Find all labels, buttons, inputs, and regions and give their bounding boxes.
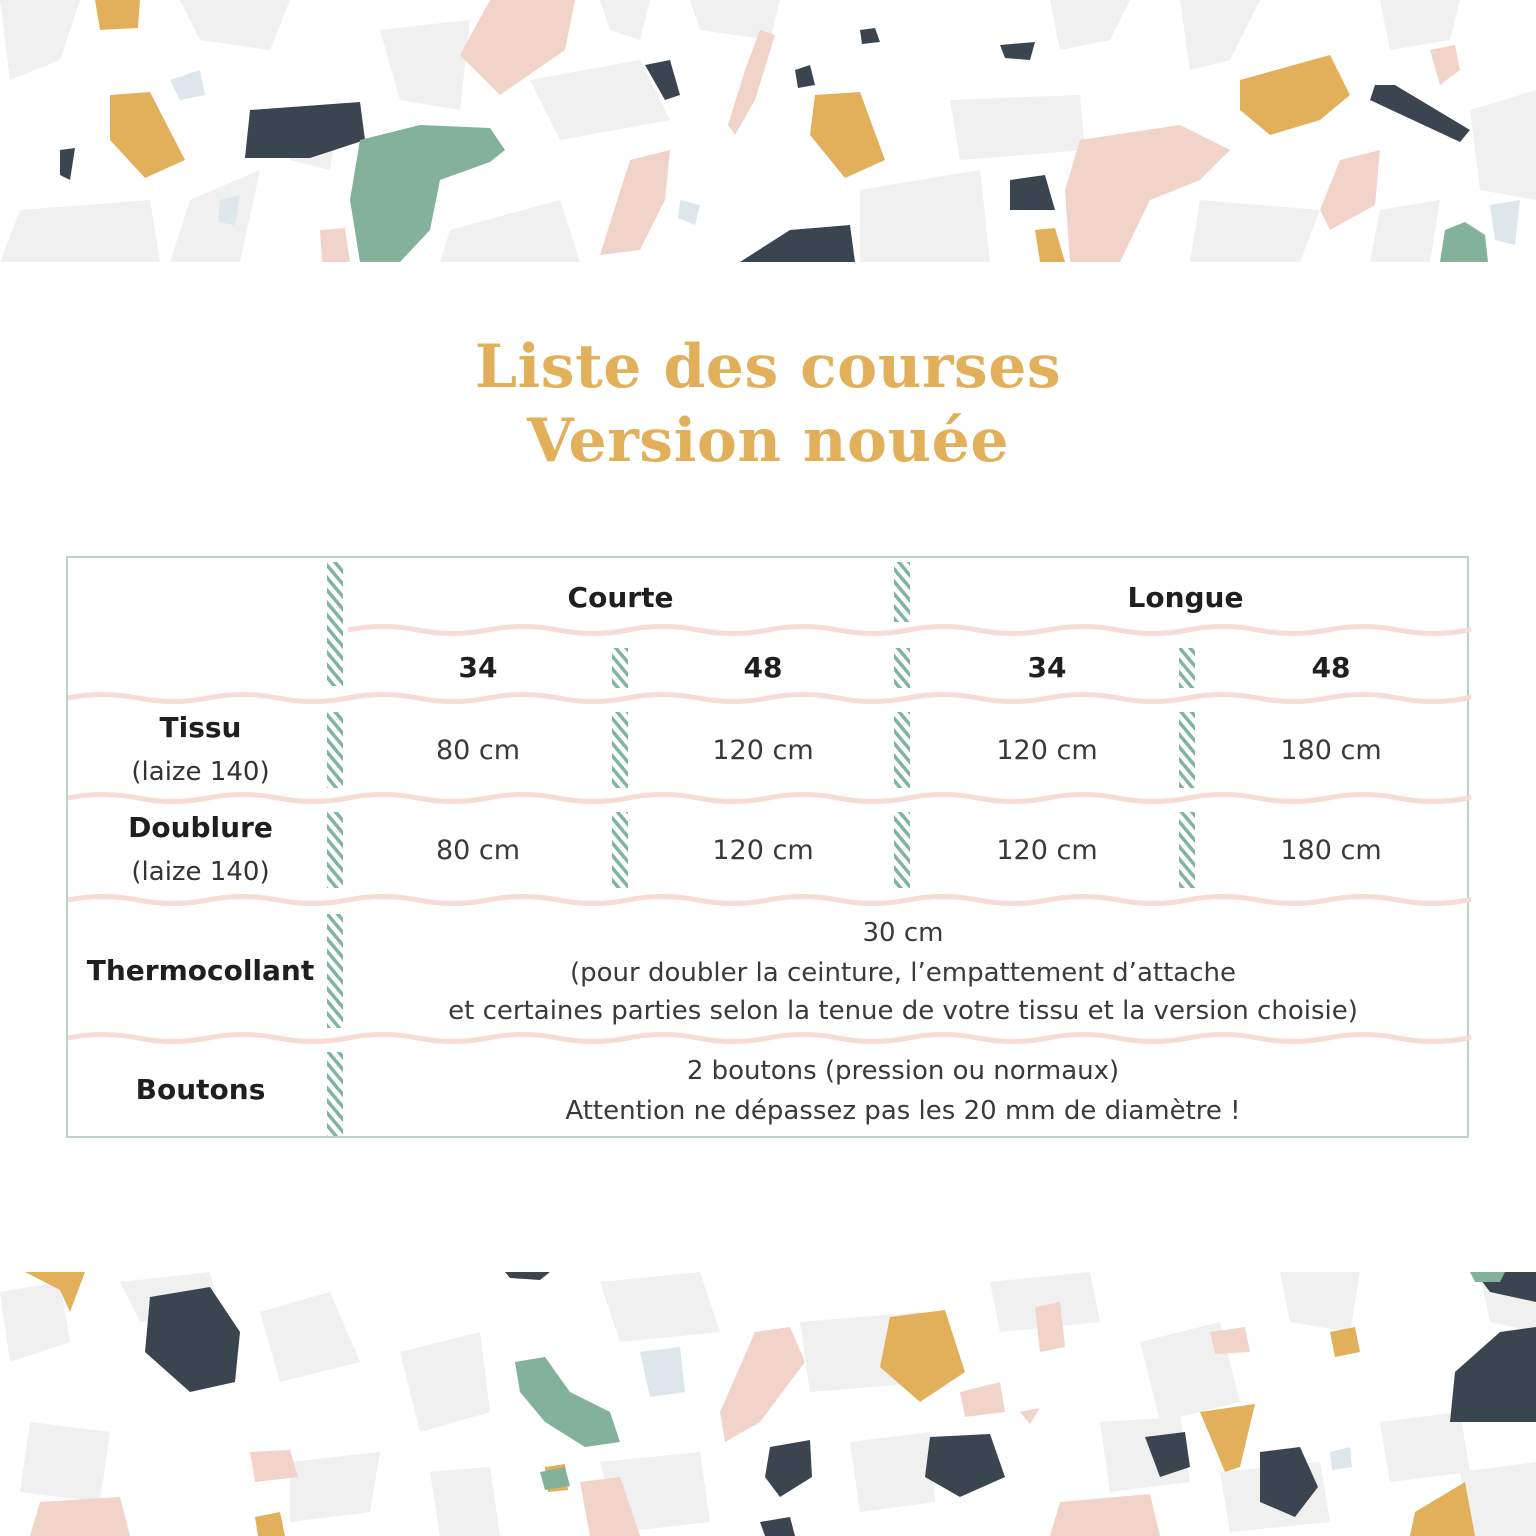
cell-tissu-longue-34: 120 cm [996, 734, 1098, 766]
row-separator-wave [348, 627, 1471, 634]
row-label-doublure [68, 803, 333, 897]
column-separator-hatch [612, 648, 628, 688]
thermo-note-line-1: (pour doubler la ceinture, l’empattement d’attache [570, 958, 1236, 988]
cell-tissu-courte-34: 80 cm [435, 734, 521, 766]
title-line-1: Liste des courses [474, 332, 1062, 402]
column-separator-hatch [612, 712, 628, 788]
page-title [0, 330, 1536, 478]
row-label: Tissu [159, 711, 242, 744]
row-label-boutons: Boutons [135, 1073, 266, 1106]
column-separator-hatch [1179, 712, 1195, 788]
column-separator-hatch [894, 712, 910, 788]
boutons-quantity: 2 boutons (pression ou normaux) [686, 1056, 1120, 1086]
column-separator-hatch [894, 648, 910, 688]
row-sublabel: (laize 140) [131, 757, 270, 787]
header-size-longue-48: 48 [1311, 650, 1351, 684]
row-separator-wave [68, 897, 1471, 904]
terrazzo-pattern-bottom [0, 1272, 1536, 1536]
boutons-warning: Attention ne dépassez pas les 20 mm de diamètre ! [565, 1096, 1241, 1126]
column-separator-hatch [327, 562, 343, 686]
header-courte: Courte [567, 580, 674, 614]
row-label-thermocollant: Thermocollant [86, 954, 315, 987]
row-label: Doublure [128, 811, 273, 844]
header-size-longue-34: 34 [1027, 650, 1067, 684]
header-longue: Longue [1127, 580, 1244, 614]
column-separator-hatch [1179, 648, 1195, 688]
cell-doublure-longue-34: 120 cm [996, 834, 1098, 866]
column-separator-hatch [894, 812, 910, 888]
cell-thermocollant [348, 906, 1458, 1036]
row-sublabel: (laize 140) [131, 857, 270, 887]
cell-boutons [348, 1046, 1458, 1136]
header-size-courte-34: 34 [458, 650, 498, 684]
thermo-quantity: 30 cm [862, 918, 944, 948]
cell-tissu-longue-48: 180 cm [1280, 734, 1382, 766]
header-size-courte-48: 48 [743, 650, 783, 684]
column-separator-hatch [612, 812, 628, 888]
thermo-note-line-2: et certaines parties selon la tenue de votre tissu et la version choisie) [448, 996, 1358, 1026]
title-line-2: Version nouée [526, 406, 1010, 476]
terrazzo-pattern-top [0, 0, 1536, 262]
cell-doublure-courte-34: 80 cm [435, 834, 521, 866]
cell-doublure-courte-48: 120 cm [712, 834, 814, 866]
cell-tissu-courte-48: 120 cm [712, 734, 814, 766]
shopping-list-table [66, 556, 1469, 1138]
column-separator-hatch [894, 562, 910, 622]
column-separator-hatch [1179, 812, 1195, 888]
row-label-tissu [68, 703, 333, 797]
cell-doublure-longue-48: 180 cm [1280, 834, 1382, 866]
